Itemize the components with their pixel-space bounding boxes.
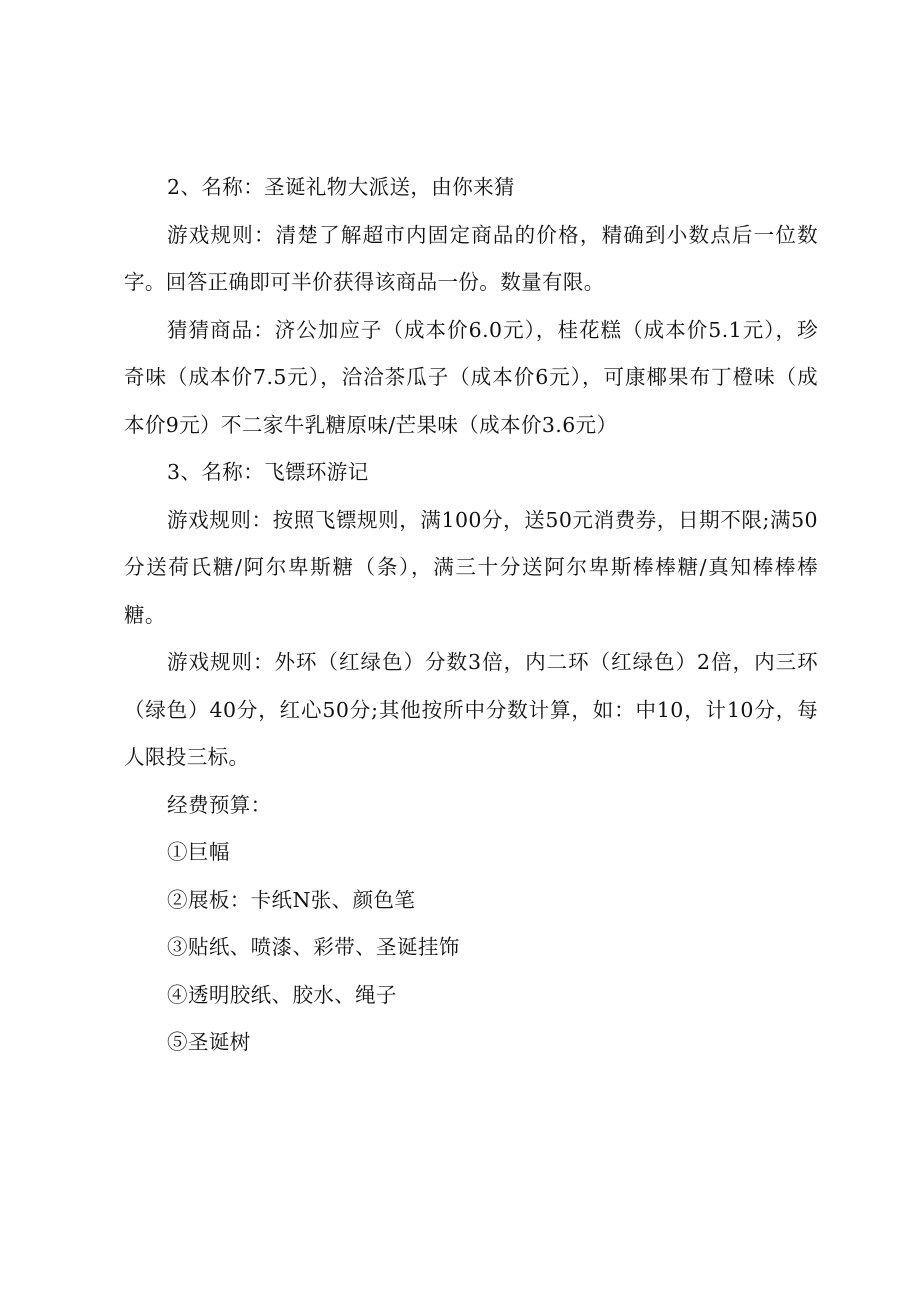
paragraph-guess-products: 猜猜商品：济公加应子（成本价6.0元），桂花糕（成本价5.1元），珍奇味（成本价7.5元），洽洽茶瓜子（成本价6元），可康椰果布丁橙味（成本价9元）不二家牛乳糖原味/芒果味（成本价3.6元）: [124, 317, 818, 437]
paragraph-gift-guess-rules: 游戏规则：清楚了解超市内固定商品的价格，精确到小数点后一位数字。回答正确即可半价获得该商品一份。数量有限。: [124, 222, 818, 294]
budget-item: ①巨幅: [167, 840, 230, 864]
budget-item: ③贴纸、喷漆、彩带、圣诞挂饰: [167, 935, 460, 959]
budget-heading: 经费预算：: [167, 792, 272, 817]
section-heading-gift-guess: 2、名称：圣诞礼物大派送，由你来猜: [167, 175, 515, 199]
section-heading-darts: 3、名称：飞镖环游记: [167, 460, 369, 484]
document-body: [124, 164, 818, 1067]
paragraph-darts-rules: 游戏规则：按照飞镖规则，满100分，送50元消费券，日期不限;满50分送荷氏糖/阿尔卑斯糖（条），满三十分送阿尔卑斯棒棒糖/真知棒棒棒糖。: [124, 507, 818, 627]
budget-item: ④透明胶纸、胶水、绳子: [167, 982, 397, 1007]
paragraph-darts-scoring: 游戏规则：外环（红绿色）分数3倍，内二环（红绿色）2倍，内三环（绿色）40分，红心50分;其他按所中分数计算，如：中10，计10分，每人限投三标。: [124, 650, 818, 769]
budget-item: ②展板：卡纸N张、颜色笔: [167, 887, 416, 912]
budget-item: ⑤圣诞树: [167, 1030, 251, 1054]
